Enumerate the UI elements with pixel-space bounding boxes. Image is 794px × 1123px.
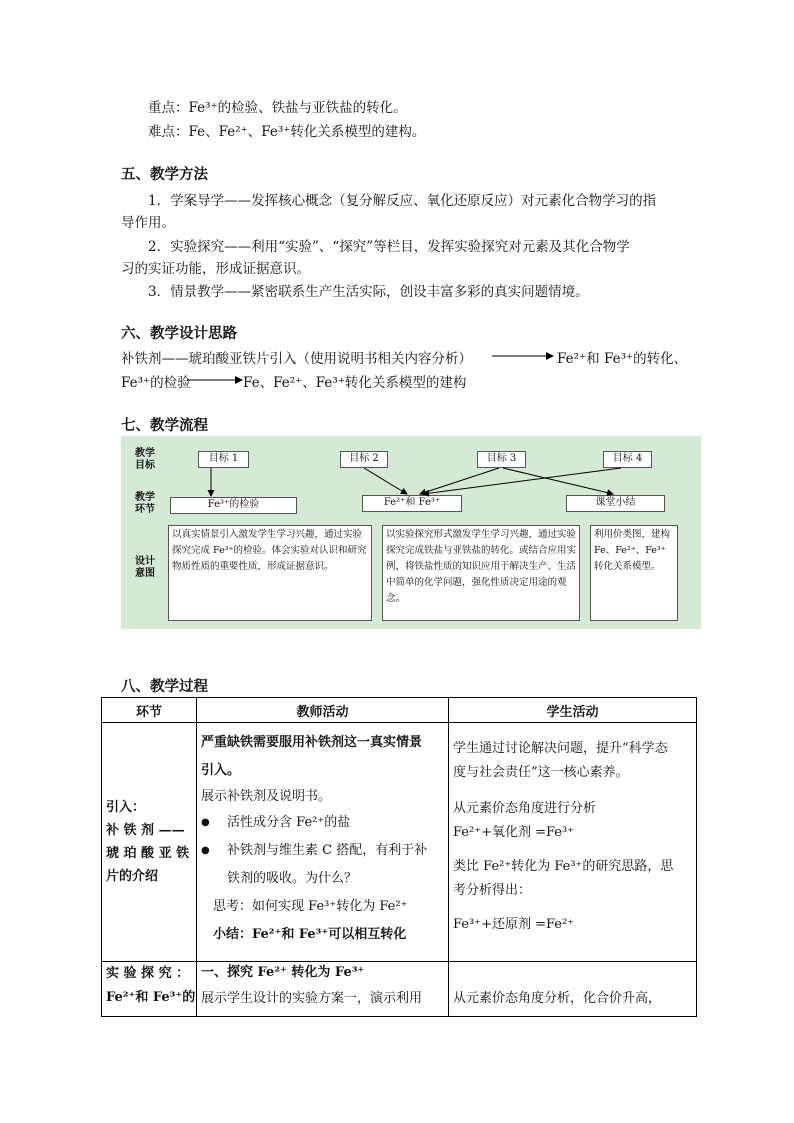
design-line2-right: Fe、Fe²⁺、Fe³⁺转化关系模型的建构 (243, 375, 467, 391)
method-item2-line2: 习的实证功能，形成证据意识。 (121, 261, 310, 277)
section7-title: 七、教学流程 (121, 418, 208, 434)
row2-teacher: 一、探究 Fe²⁺ 转化为 Fe³⁺ 展示学生设计的实验方案一，演示利用 (197, 962, 449, 1017)
method-item1-line2: 导作用。 (121, 215, 175, 231)
method-item1-line1: 1．学案导学——发挥核心概念（复分解反应、氧化还原反应）对元素化合物学习的指 (148, 193, 657, 209)
method-item2-line1: 2．实验探究——利用“实验”、“探究”等栏目，发挥实验探究对元素及其化合物学 (148, 239, 630, 255)
table-header-row (102, 698, 697, 723)
design-line2-left: Fe³⁺的检验 (121, 375, 191, 391)
row2-student: 从元素价态角度分析，化合价升高， (449, 962, 697, 1017)
row1-stage: 引入： 补 铁 剂 —— 琥 珀 酸 亚 铁 片的介绍 (102, 723, 197, 962)
row-label-intent: 设计 意图 (135, 556, 155, 579)
header-student: 学生活动 (449, 698, 697, 723)
step-fe3-test-box: Fe³⁺的检验 (170, 497, 297, 514)
intent-box-3: 利用价类图，建构 Fe、Fe²⁺、Fe³⁺转化关系模型。 (590, 525, 678, 621)
summary-line: 小结：Fe²⁺和 Fe³⁺可以相互转化 (213, 927, 407, 942)
table-row (102, 723, 697, 962)
design-arrow-1 (492, 349, 554, 363)
table-row (102, 962, 697, 1017)
intent-box-2: 以实验探究形式激发学生学习兴趣，通过实验探究完成铁盐与亚铁盐的转化。或结合应用实例，将铁盐性质的知识应用于解决生产、生活中简单的化学问题，强化性质决定用途的观念。 (382, 525, 580, 621)
row-label-goals: 教学 目标 (135, 448, 155, 471)
row2-stage: 实 验 探 究 ： Fe²⁺和 Fe³⁺的 (102, 962, 197, 1017)
goal-2-box: 目标 2 (340, 451, 388, 468)
bullet-vitamin-c: ● 补铁剂与维生素 C 搭配，有利于补 铁剂的吸收。为什么？ (201, 837, 444, 893)
section5-title: 五、教学方法 (121, 167, 208, 183)
step-fe2-fe3-box: Fe²⁺和 Fe³⁺ (362, 495, 462, 512)
row1-student: 学生通过讨论解决问题，提升“科学态 度与社会责任”这一核心素养。 从元素价态角度进行分析 Fe²⁺+氧化剂 =Fe³⁺ 类比 Fe²⁺转化为 Fe³⁺的研究思路，思 考分析得出： Fe³⁺+还原剂 =Fe²⁺ (449, 723, 697, 962)
difficulty-line: 难点：Fe、Fe²⁺、Fe³⁺转化关系模型的建构。 (148, 124, 426, 140)
header-teacher: 教师活动 (197, 698, 449, 723)
design-line1-right: Fe²⁺和 Fe³⁺的转化、 (557, 351, 688, 367)
goal-1-box: 目标 1 (198, 451, 249, 468)
header-stage: 环节 (102, 698, 197, 723)
flow-arrows (121, 436, 701, 516)
think-line: 思考：如何实现 Fe³⁺转化为 Fe²⁺ (213, 899, 408, 914)
teaching-flow-diagram (121, 436, 701, 629)
design-arrow-2 (187, 373, 243, 387)
design-line1-left: 补铁剂——琥珀酸亚铁片引入（使用说明书相关内容分析） (121, 351, 472, 367)
focus-line: 重点：Fe³⁺的检验、铁盐与亚铁盐的转化。 (148, 100, 407, 116)
bullet-active-ingredient: ● 活性成分含 Fe²⁺的盐 (201, 809, 444, 837)
teaching-process-table (101, 697, 697, 1017)
method-item3: 3．情景教学——紧密联系生产生活实际，创设丰富多彩的真实问题情境。 (148, 284, 589, 300)
goal-4-box: 目标 4 (603, 451, 652, 468)
row1-teacher: 严重缺铁需要服用补铁剂这一真实情景 引入。 展示补铁剂及说明书。 ● 活性成分含 Fe²⁺的盐 ● 补铁剂与维生素 C 搭配，有利于补 铁剂的吸收。为什么？ 思考：如何实现 Fe³⁺转化为 Fe²⁺ 小结：Fe²⁺和 Fe³⁺可以相互转化 (197, 723, 449, 962)
goal-3-box: 目标 3 (477, 451, 526, 468)
row-label-steps: 教学 环节 (135, 492, 155, 515)
section8-title: 八、教学过程 (121, 679, 208, 695)
step-summary-box: 课堂小结 (566, 495, 665, 512)
intent-box-1: 以真实情景引入激发学生学习兴趣，通过实验探究完成 Fe³⁺的检验。体会实验对认识和研究物质性质的重要性质，形成证据意识。 (168, 525, 372, 621)
section6-title: 六、教学设计思路 (121, 326, 237, 342)
